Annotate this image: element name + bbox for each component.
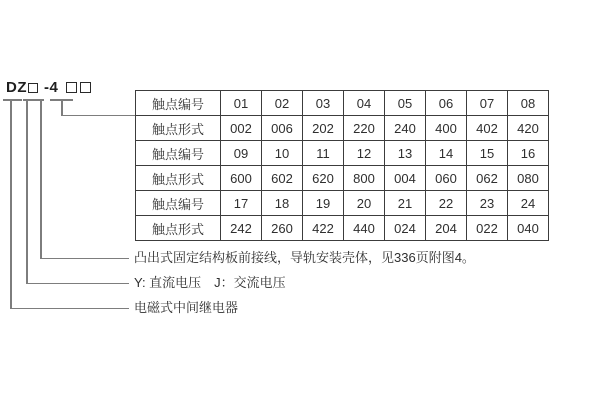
value-cell: 002 — [221, 116, 262, 141]
value-cell: 12 — [344, 141, 385, 166]
value-cell: 040 — [508, 216, 549, 241]
value-cell: 17 — [221, 191, 262, 216]
value-cell: 620 — [303, 166, 344, 191]
table-row — [136, 116, 549, 141]
row-label-cell: 触点编号 — [136, 141, 221, 166]
model-series: -4 — [44, 79, 59, 96]
value-cell: 02 — [262, 91, 303, 116]
value-cell: 23 — [467, 191, 508, 216]
annotation-mounting: 凸出式固定结构板前接线，导轨安装壳体，见336页附图4。 — [134, 250, 475, 265]
row-label-cell: 触点编号 — [136, 191, 221, 216]
leader-line-horizontal-mounting — [40, 258, 129, 260]
value-cell: 204 — [426, 216, 467, 241]
table-row — [136, 216, 549, 241]
value-cell: 800 — [344, 166, 385, 191]
table-row — [136, 141, 549, 166]
model-prefix: DZ — [6, 79, 27, 96]
leader-line-horizontal-contacts — [61, 115, 135, 117]
leader-line-horizontal-voltage — [26, 283, 129, 285]
value-cell: 060 — [426, 166, 467, 191]
value-cell: 420 — [508, 116, 549, 141]
value-cell: 16 — [508, 141, 549, 166]
table-row — [136, 91, 549, 116]
annotation-voltage: Y: 直流电压 J：交流电压 — [134, 275, 286, 290]
value-cell: 260 — [262, 216, 303, 241]
value-cell: 08 — [508, 91, 549, 116]
value-cell: 10 — [262, 141, 303, 166]
table-row — [136, 191, 549, 216]
value-cell: 14 — [426, 141, 467, 166]
value-cell: 422 — [303, 216, 344, 241]
value-cell: 15 — [467, 141, 508, 166]
value-cell: 024 — [385, 216, 426, 241]
leader-line-vertical-voltage — [26, 101, 28, 284]
value-cell: 22 — [426, 191, 467, 216]
value-cell: 062 — [467, 166, 508, 191]
value-cell: 602 — [262, 166, 303, 191]
value-cell: 09 — [221, 141, 262, 166]
value-cell: 402 — [467, 116, 508, 141]
value-cell: 06 — [426, 91, 467, 116]
value-cell: 006 — [262, 116, 303, 141]
value-cell: 01 — [221, 91, 262, 116]
model-underline-prefix — [3, 99, 22, 101]
value-cell: 004 — [385, 166, 426, 191]
leader-line-vertical-mounting — [40, 101, 42, 259]
value-cell: 440 — [344, 216, 385, 241]
value-cell: 07 — [467, 91, 508, 116]
value-cell: 400 — [426, 116, 467, 141]
value-cell: 13 — [385, 141, 426, 166]
row-label-cell: 触点形式 — [136, 116, 221, 141]
value-cell: 600 — [221, 166, 262, 191]
row-label-cell: 触点编号 — [136, 91, 221, 116]
value-cell: 240 — [385, 116, 426, 141]
leader-line-vertical-relay-type — [10, 101, 12, 309]
placeholder-box-contact-2 — [80, 82, 91, 93]
model-underline-voltage — [23, 99, 33, 101]
value-cell: 21 — [385, 191, 426, 216]
value-cell: 242 — [221, 216, 262, 241]
value-cell: 19 — [303, 191, 344, 216]
row-label-cell: 触点形式 — [136, 166, 221, 191]
placeholder-box-contact-1 — [66, 82, 77, 93]
value-cell: 20 — [344, 191, 385, 216]
value-cell: 03 — [303, 91, 344, 116]
value-cell: 05 — [385, 91, 426, 116]
contact-table — [135, 90, 549, 241]
leader-line-horizontal-relay-type — [10, 308, 129, 310]
value-cell: 080 — [508, 166, 549, 191]
value-cell: 11 — [303, 141, 344, 166]
model-code — [6, 80, 91, 95]
table-row — [136, 166, 549, 191]
value-cell: 220 — [344, 116, 385, 141]
row-label-cell: 触点形式 — [136, 216, 221, 241]
value-cell: 022 — [467, 216, 508, 241]
value-cell: 18 — [262, 191, 303, 216]
annotation-relay-type: 电磁式中间继电器 — [134, 300, 239, 315]
placeholder-box-voltage — [28, 83, 38, 93]
model-underline-series — [33, 99, 44, 101]
value-cell: 04 — [344, 91, 385, 116]
value-cell: 24 — [508, 191, 549, 216]
value-cell: 202 — [303, 116, 344, 141]
